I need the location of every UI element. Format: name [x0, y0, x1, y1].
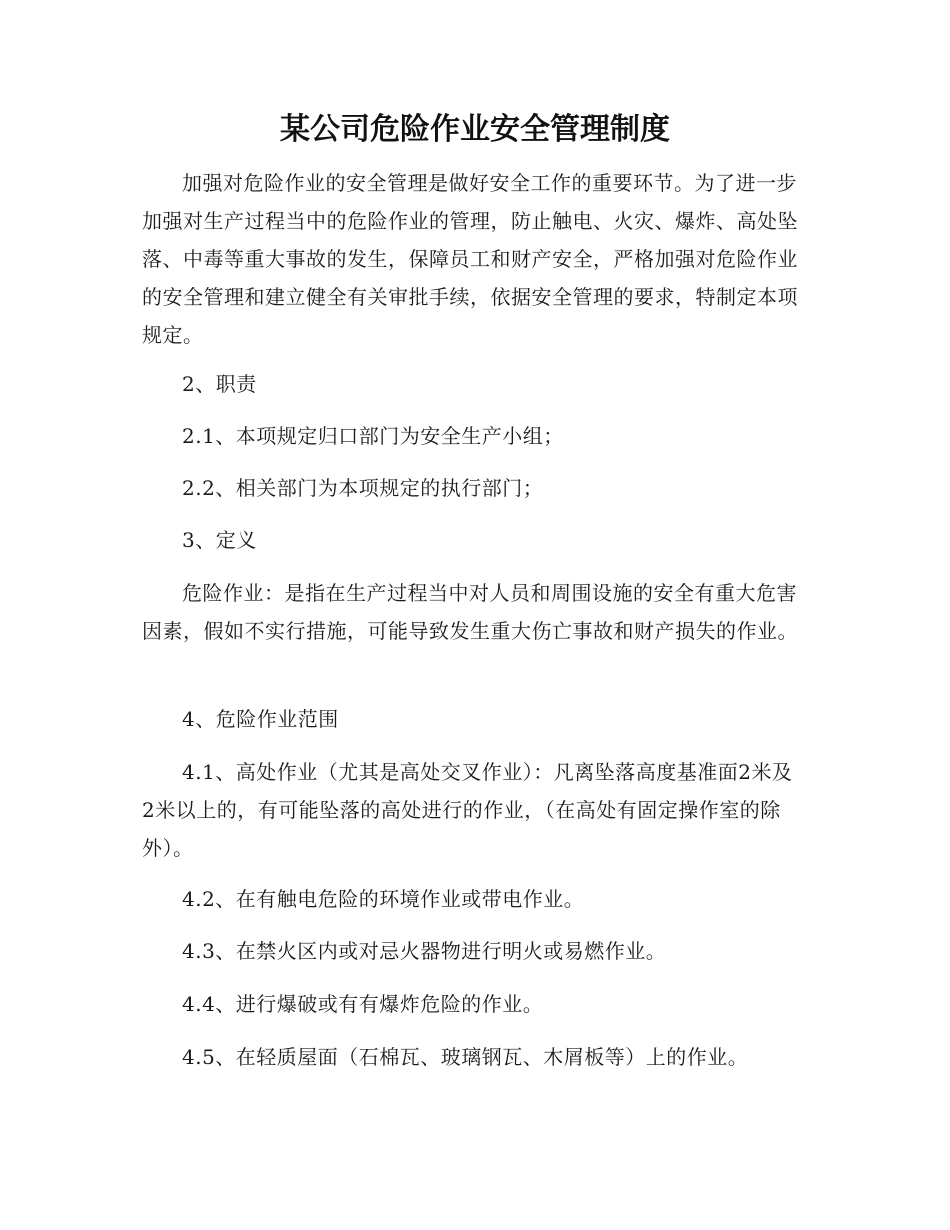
section-3-heading: 3、定义 — [182, 528, 257, 552]
clause-4-4: 4.4、进行爆破或有有爆炸危险的作业。 — [182, 992, 544, 1016]
definition-paragraph: 危险作业：是指在生产过程当中对人员和周围设施的安全有重大危害因素，假如不实行措施，可能导致发生重大伤亡事故和财产损失的作业。 — [142, 581, 798, 643]
section-4-heading: 4、危险作业范围 — [182, 707, 339, 731]
document-title: 某公司危险作业安全管理制度 — [280, 112, 670, 147]
clause-2-2: 2.2、相关部门为本项规定的执行部门； — [182, 476, 544, 500]
clause-2-1: 2.1、本项规定归口部门为安全生产小组； — [182, 424, 564, 448]
section-2-heading: 2、职责 — [182, 372, 257, 396]
clause-4-1: 4.1、高处作业（尤其是高处交叉作业）：凡离坠落高度基准面2米及2米以上的，有可能坠落的高处进行的作业，（在高处有固定操作室的除外）。 — [142, 760, 793, 860]
intro-paragraph: 加强对危险作业的安全管理是做好安全工作的重要环节。为了进一步加强对生产过程当中的危险作业的管理，防止触电、火灾、爆炸、高处坠落、中毒等重大事故的发生，保障员工和财产安全，严格加强对危险作业的安全管理和建立健全有关审批手续，依据安全管理的要求，特制定本项规定。 — [142, 171, 798, 347]
clause-4-2: 4.2、在有触电危险的环境作业或带电作业。 — [182, 887, 585, 911]
clause-4-3: 4.3、在禁火区内或对忌火器物进行明火或易燃作业。 — [182, 939, 667, 963]
clause-4-5: 4.5、在轻质屋面（石棉瓦、玻璃钢瓦、木屑板等）上的作业。 — [182, 1045, 749, 1069]
